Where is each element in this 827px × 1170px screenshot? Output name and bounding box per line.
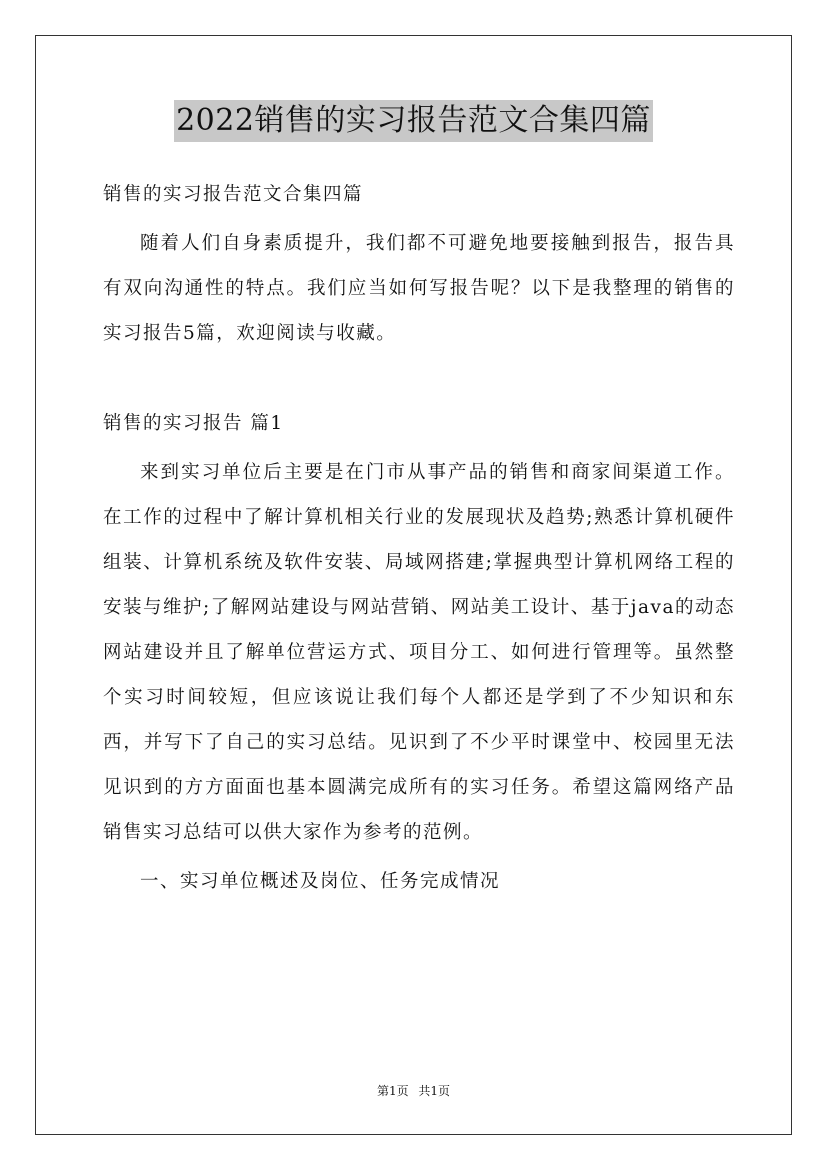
intro-paragraph: 随着人们自身素质提升，我们都不可避免地要接触到报告，报告具有双向沟通性的特点。我们应当如何写报告呢？以下是我整理的销售的实习报告5篇，欢迎阅读与收藏。 — [103, 233, 735, 344]
document-subtitle: 销售的实习报告范文合集四篇 — [103, 184, 364, 205]
section-heading: 销售的实习报告 篇1 — [103, 413, 284, 434]
subsection-heading: 一、实习单位概述及岗位、任务完成情况 — [140, 871, 501, 892]
section-paragraph: 来到实习单位后主要是在门市从事产品的销售和商家间渠道工作。在工作的过程中了解计算机相关行业的发展现状及趋势;熟悉计算机硬件组装、计算机系统及软件安装、局域网搭建;掌握典型计算机网络工程的安装与维护;了解网站建设与网站营销、网站美工设计、基于java的动态网站建设并且了解单位营运方式、项目分工、如何进行管理等。虽然整个实习时间较短，但应该说让我们每个人都还是学到了不少知识和东西，并写下了自己的实习总结。见识到了不少平时课堂中、校园里无法见识到的方方面面也基本圆满完成所有的实习任务。希望这篇网络产品销售实习总结可以供大家作为参考的范例。 — [103, 462, 735, 843]
page-total: 共1页 — [418, 1084, 451, 1098]
page-number: 第1页 — [376, 1084, 409, 1098]
page-footer — [0, 1083, 827, 1099]
title-container — [0, 100, 827, 142]
document-body — [103, 172, 735, 904]
document-title: 2022销售的实习报告范文合集四篇 — [174, 100, 653, 142]
